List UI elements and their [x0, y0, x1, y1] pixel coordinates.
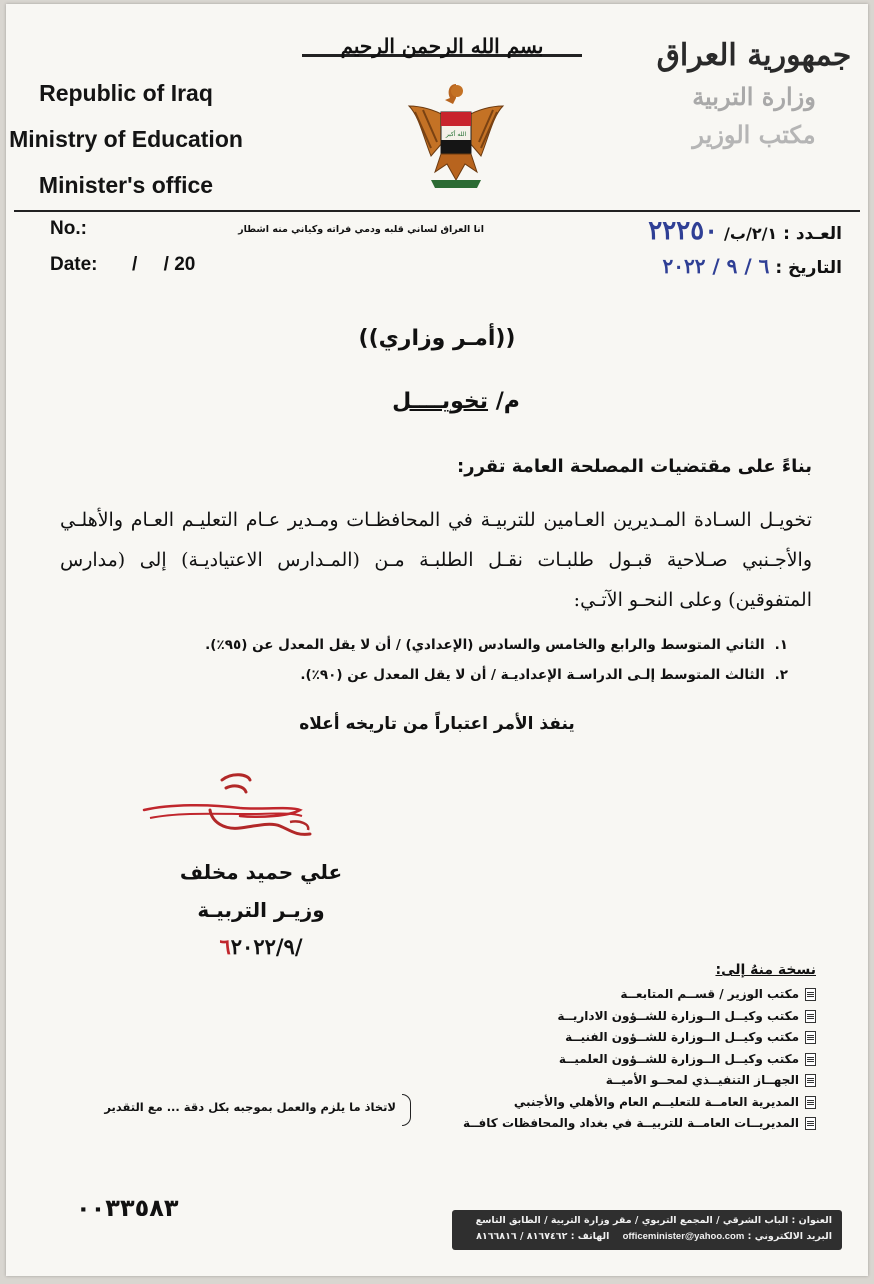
document-icon: [805, 1117, 816, 1130]
no-label: No.:: [50, 218, 87, 239]
reference-number-handwritten: ٢٢٢٥٠: [648, 216, 719, 246]
list-item: [168, 660, 788, 690]
date-value-en: / / 20: [132, 254, 196, 275]
english-letterhead: [6, 70, 246, 208]
footer-phone: الهاتف : ٨١٦٧٤٦٢ / ٨١٦٦٨١٦: [476, 1231, 610, 1242]
letterhead-line-country: Republic of Iraq: [39, 80, 213, 106]
list-item: [256, 1070, 816, 1092]
handwritten-signature: [140, 770, 330, 850]
document-icon: [805, 1074, 816, 1087]
document-icon: [805, 1031, 816, 1044]
poetic-slogan: انا العراق لساني قلبه ودمي فراته وكياني منه اشطار: [238, 224, 484, 235]
footer-contact-bar: [452, 1210, 842, 1250]
signature-date-rest: ٢٠٢٢/٩/: [230, 934, 303, 959]
subject-text: تخويــــل: [392, 389, 489, 414]
copy-recipient: مكتب وكيــل الــوزارة للشــؤون الاداريــة: [557, 1008, 799, 1023]
letterhead-ar-country: جمهورية العراق: [656, 38, 852, 73]
letterhead-ar-office: مكتب الوزير: [692, 120, 816, 149]
copy-recipient: مكتب وكيــل الــوزارة للشــؤون العلميــة: [558, 1051, 799, 1066]
effective-date-note: ينفذ الأمر اعتباراً من تاريخه أعلاه: [299, 714, 575, 734]
subject-line: [356, 389, 556, 414]
right-brace: [402, 1094, 411, 1126]
reference-number: [648, 216, 842, 246]
list-item: [256, 984, 816, 1006]
serial-number: ٠٠٣٣٥٨٣: [76, 1194, 179, 1222]
basmala-text: بسم الله الرحمن الرحيم: [340, 34, 544, 58]
letterhead-line-office: Minister's office: [38, 172, 214, 198]
signatory-title: وزيـر التربيـة: [197, 898, 325, 922]
copies-label: نسخة منهُ إلى:: [715, 962, 816, 978]
footer-email-label: البريد الالكتروني :: [747, 1231, 832, 1242]
copy-recipient: الجهــاز التنفيــذي لمحــو الأميــة: [605, 1073, 799, 1087]
header-divider: [14, 210, 860, 212]
copy-recipient: المديريــات العامــة للتربيــة في بغداد والمحافظات كافــة: [462, 1116, 799, 1130]
letterhead-ar-ministry: وزارة التربية: [692, 82, 816, 111]
document-title: ((أمـر وزاري)): [358, 326, 516, 351]
copy-recipient: مكتب الوزير / قســم المتابعــة: [620, 987, 799, 1001]
point-text: الثالث المتوسط إلـى الدراسـة الإعداديـة / أن لا يقل المعدل عن (٩٠٪).: [300, 667, 765, 683]
intro-line: بناءً على مقتضيات المصلحة العامة تقرر:: [457, 456, 812, 477]
date-label-ar: التاريخ :: [775, 258, 842, 278]
footer-email: officeminister@yahoo.com: [622, 1231, 745, 1242]
date-label-en: Date:: [50, 254, 98, 275]
document-icon: [805, 1010, 816, 1023]
list-item: [256, 1027, 816, 1049]
point-text: الثاني المتوسط والرابع والخامس والسادس (الإعدادي) / أن لا يقل المعدل عن (٩٥٪).: [205, 637, 765, 653]
list-item: [256, 1113, 816, 1135]
signatory-name: علي حميد مخلف: [179, 860, 343, 884]
document-page: [6, 4, 868, 1276]
date-handwritten: ٦ / ٩ / ٢٠٢٢: [662, 254, 770, 278]
point-number: ٢.: [774, 667, 788, 683]
brace-note: لاتخاذ ما يلزم والعمل بموجبه بكل دقة ... مع التقدير: [104, 1100, 396, 1114]
footer-contact: [462, 1229, 832, 1245]
point-number: ١.: [774, 637, 788, 653]
reference-prefix: ٢/١/ب/: [724, 224, 778, 243]
subject-prefix: م/: [495, 389, 520, 414]
arabic-letterhead: [654, 34, 854, 154]
copy-recipient: المديرية العامــة للتعليــم العام والأهلي والأجنبي: [513, 1094, 799, 1109]
document-icon: [805, 1053, 816, 1066]
signature-date-day: ٦: [219, 934, 231, 959]
document-icon: [805, 1096, 816, 1109]
signature-date: [176, 934, 346, 959]
list-item: [168, 630, 788, 660]
document-icon: [805, 988, 816, 1001]
date-ar: [662, 254, 842, 278]
reference-label: العـدد :: [783, 224, 842, 244]
list-item: [256, 1006, 816, 1028]
basmala: [302, 34, 582, 66]
letterhead-line-ministry: Ministry of Education: [9, 126, 243, 152]
svg-text:الله أكبر: الله أكبر: [445, 131, 467, 138]
copy-recipient: مكتب وكيــل الــوزارة للشــؤون الفنيــة: [565, 1030, 799, 1044]
iraq-eagle-emblem-icon: [401, 76, 511, 196]
footer-address: العنوان : الباب الشرقي / المجمع التربوي / مقر وزارة التربية / الطابق التاسع: [475, 1215, 832, 1226]
list-item: [256, 1049, 816, 1071]
order-points: [168, 630, 788, 690]
order-body: تخويـل السـادة المـديرين العـامين للتربيـة في المحافظـات ومـدير عـام التعليـم العـام والأهلـي والأجـنبي صـلاحية قبـول طلبـات نقـل الطلبـة مـن (المـدارس الاعتياديـة) إلى (مدارس المتفوقين) وعلى النحـو الآتـي:: [60, 509, 812, 611]
